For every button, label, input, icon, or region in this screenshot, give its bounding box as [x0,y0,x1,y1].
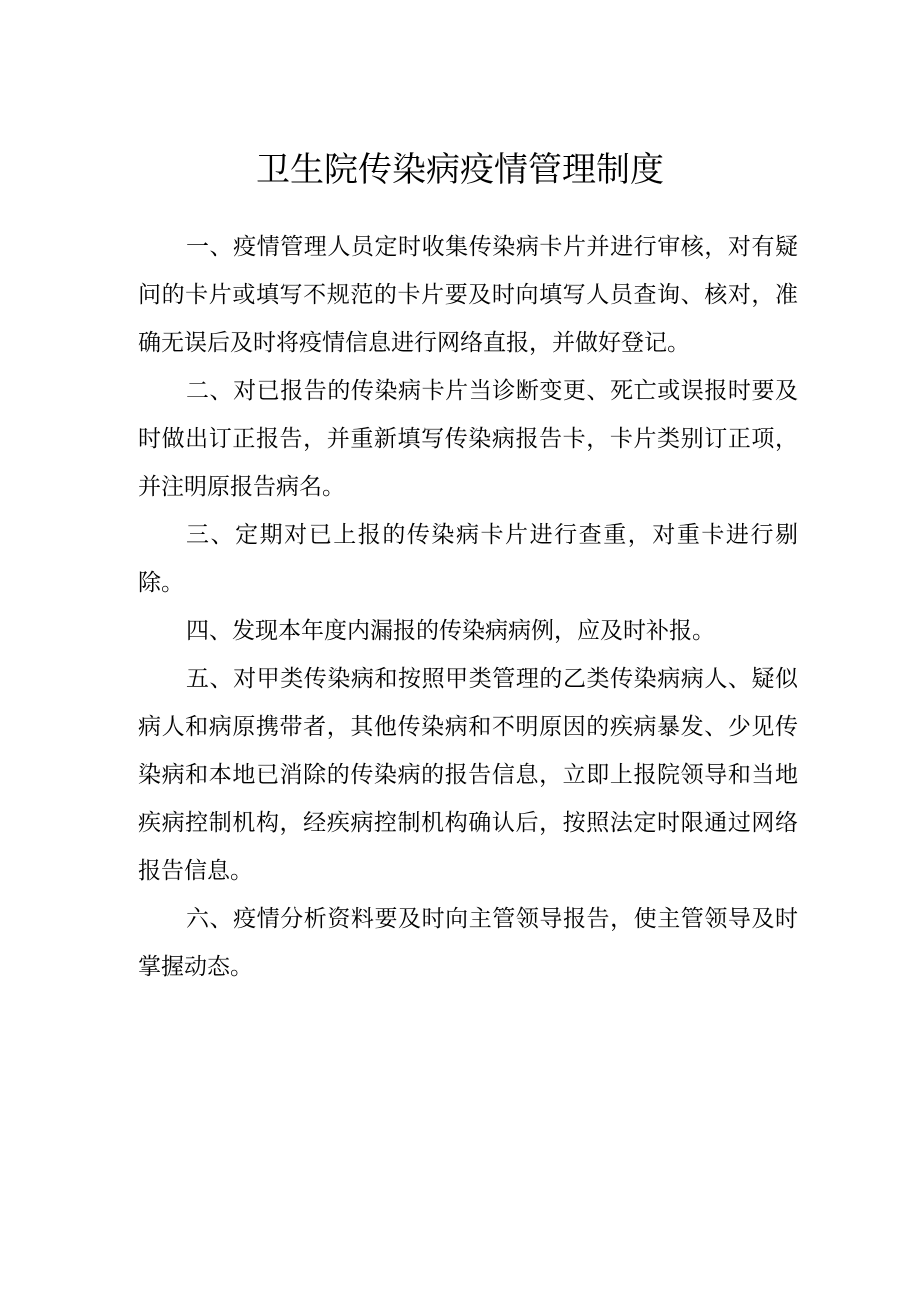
document-body [138,223,798,991]
paragraph-1: 一、疫情管理人员定时收集传染病卡片并进行审核，对有疑问的卡片或填写不规范的卡片要及时向填写人员查询、核对，准确无误后及时将疫情信息进行网络直报，并做好登记。 [138,234,798,356]
paragraph-4: 四、发现本年度内漏报的传染病病例，应及时补报。 [186,618,715,644]
page-title: 卫生院传染病疫情管理制度 [256,150,664,190]
paragraph-5: 五、对甲类传染病和按照甲类管理的乙类传染病病人、疑似病人和病原携带者，其他传染病和不明原因的疾病暴发、少见传染病和本地已消除的传染病的报告信息，立即上报院领导和当地疾病控制机构，经疾病控制机构确认后，按照法定时限通过网络报告信息。 [138,666,798,884]
paragraph-6: 六、疫情分析资料要及时向主管领导报告，使主管领导及时掌握动态。 [138,906,798,980]
paragraph-3: 三、定期对已上报的传染病卡片进行查重，对重卡进行剔除。 [138,522,798,596]
paragraph-2: 二、对已报告的传染病卡片当诊断变更、死亡或误报时要及时做出订正报告，并重新填写传染病报告卡，卡片类别订正项，并注明原报告病名。 [138,378,798,500]
